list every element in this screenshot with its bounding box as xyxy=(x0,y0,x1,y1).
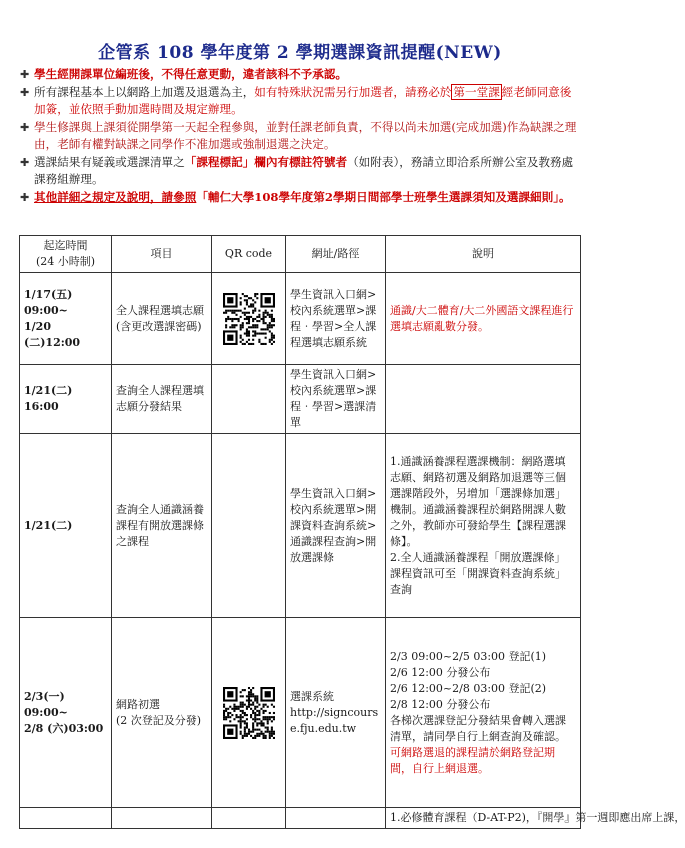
notes-list xyxy=(20,66,580,206)
header-item: 項目 xyxy=(112,236,212,273)
table-row: 1/21(二) 查詢全人通識涵養課程有開放選課條之課程 學生資訊入口網>校內系統選單>開課資料查詢系統>通識課程查詢>開放選課條 1.通識涵養課程選課機制：網路選填志願、網路初選及網路加退選等三個選課階段外，另增加「選課條加選」機制。通識涵養課程於網路開課人數之外，教師亦可發給學生【課程選課條】。 2.全人通識涵養課程「開放選課條」課程資訊可至「開課資料查詢系統」查詢 xyxy=(20,434,581,618)
page-title: 企管系 108 學年度第 2 學期選課資訊提醒(NEW) xyxy=(98,43,502,63)
signcourse-link[interactable]: http://signcourse.fju.edu.tw xyxy=(290,705,379,735)
header-path: 網址/路徑 xyxy=(286,236,386,273)
bullet-icon: ✚ xyxy=(20,68,30,81)
header-time: 起迄時間 (24 小時制) xyxy=(20,236,112,273)
bullet-icon: ✚ xyxy=(20,190,30,204)
qr-code-icon[interactable] xyxy=(223,293,275,345)
schedule-table xyxy=(19,235,685,829)
header-qr: QR code xyxy=(212,236,286,273)
qr-cell xyxy=(212,273,286,365)
table-row: 2/3(一) 09:00~ 2/8 (六)03:00 網路初選 (2 次登記及分發) 選課系統 http://signcourse.fju.edu.tw 2/3 09:00~2/5 03:00 登記(1) 2/6 12:00 分發公布 2/6 12:00~2/8 03:00 登記(2) 2/8 12:00 分發公布 各梯次選課登記分發結果會轉入選課清單，請同學自行上網查詢及確認。 可網路選退的課程請於網路登記期間，自行上網退選。 xyxy=(20,618,581,808)
table-row: 1/21(二) 16:00 查詢全人課程選填志願分發結果 學生資訊入口網>校內系統選單>課程‧學習>選課清單 xyxy=(20,365,581,434)
qr-cell xyxy=(212,618,286,808)
table-row: 1.必修體育課程（D-AT-P2)，『開學』第一週即應出席上課， xyxy=(20,808,581,829)
bullet-icon: ✚ xyxy=(20,85,30,99)
bullet-icon: ✚ xyxy=(20,155,30,169)
table-header-row xyxy=(20,236,581,273)
bullet-icon: ✚ xyxy=(20,120,30,134)
header-desc: 說明 xyxy=(386,236,581,273)
table-row: 1/17(五) 09:00~ 1/20 (二)12:00 全人課程選填志願(含更改選課密碼) 學生資訊入口網>校內系統選單>課程‧學習>全人課程選填志願系統 通識/大二體育/大二外國語文課程進行選填志願亂數分發。 xyxy=(20,273,581,365)
note-4: ✚ 選課結果有疑義或選課清單之「課程標記」欄內有標註符號者（如附表），務請立即洽系所辦公室及教務處課務組辦理。 xyxy=(20,154,574,186)
note-2: ✚ 所有課程基本上以網路上加選及退選為主，如有特殊狀況需另行加選者，請務必於 第一堂課 經老師同意後加簽，並依照手動加選時間及規定辦理。 xyxy=(20,84,572,116)
highlight-first-class: 第一堂課 xyxy=(453,84,500,99)
note-3: ✚ 學生修課與上課須從開學第一天起全程參與，並對任課老師負責，不得以尚未加選(完成加選)作為缺課之理由，老師有權對缺課之同學作不准加選或強制退選之決定。 xyxy=(20,119,577,151)
note-1: ✚ 學生經開課單位編班後，不得任意更動，違者該科不予承認。 xyxy=(20,66,580,84)
note-5: ✚ 其他詳細之規定及說明，請參照「輔仁大學108學年度第2學期日間部學士班學生選課須知及選課細則」。 xyxy=(20,189,580,207)
qr-code-icon[interactable] xyxy=(223,687,275,739)
